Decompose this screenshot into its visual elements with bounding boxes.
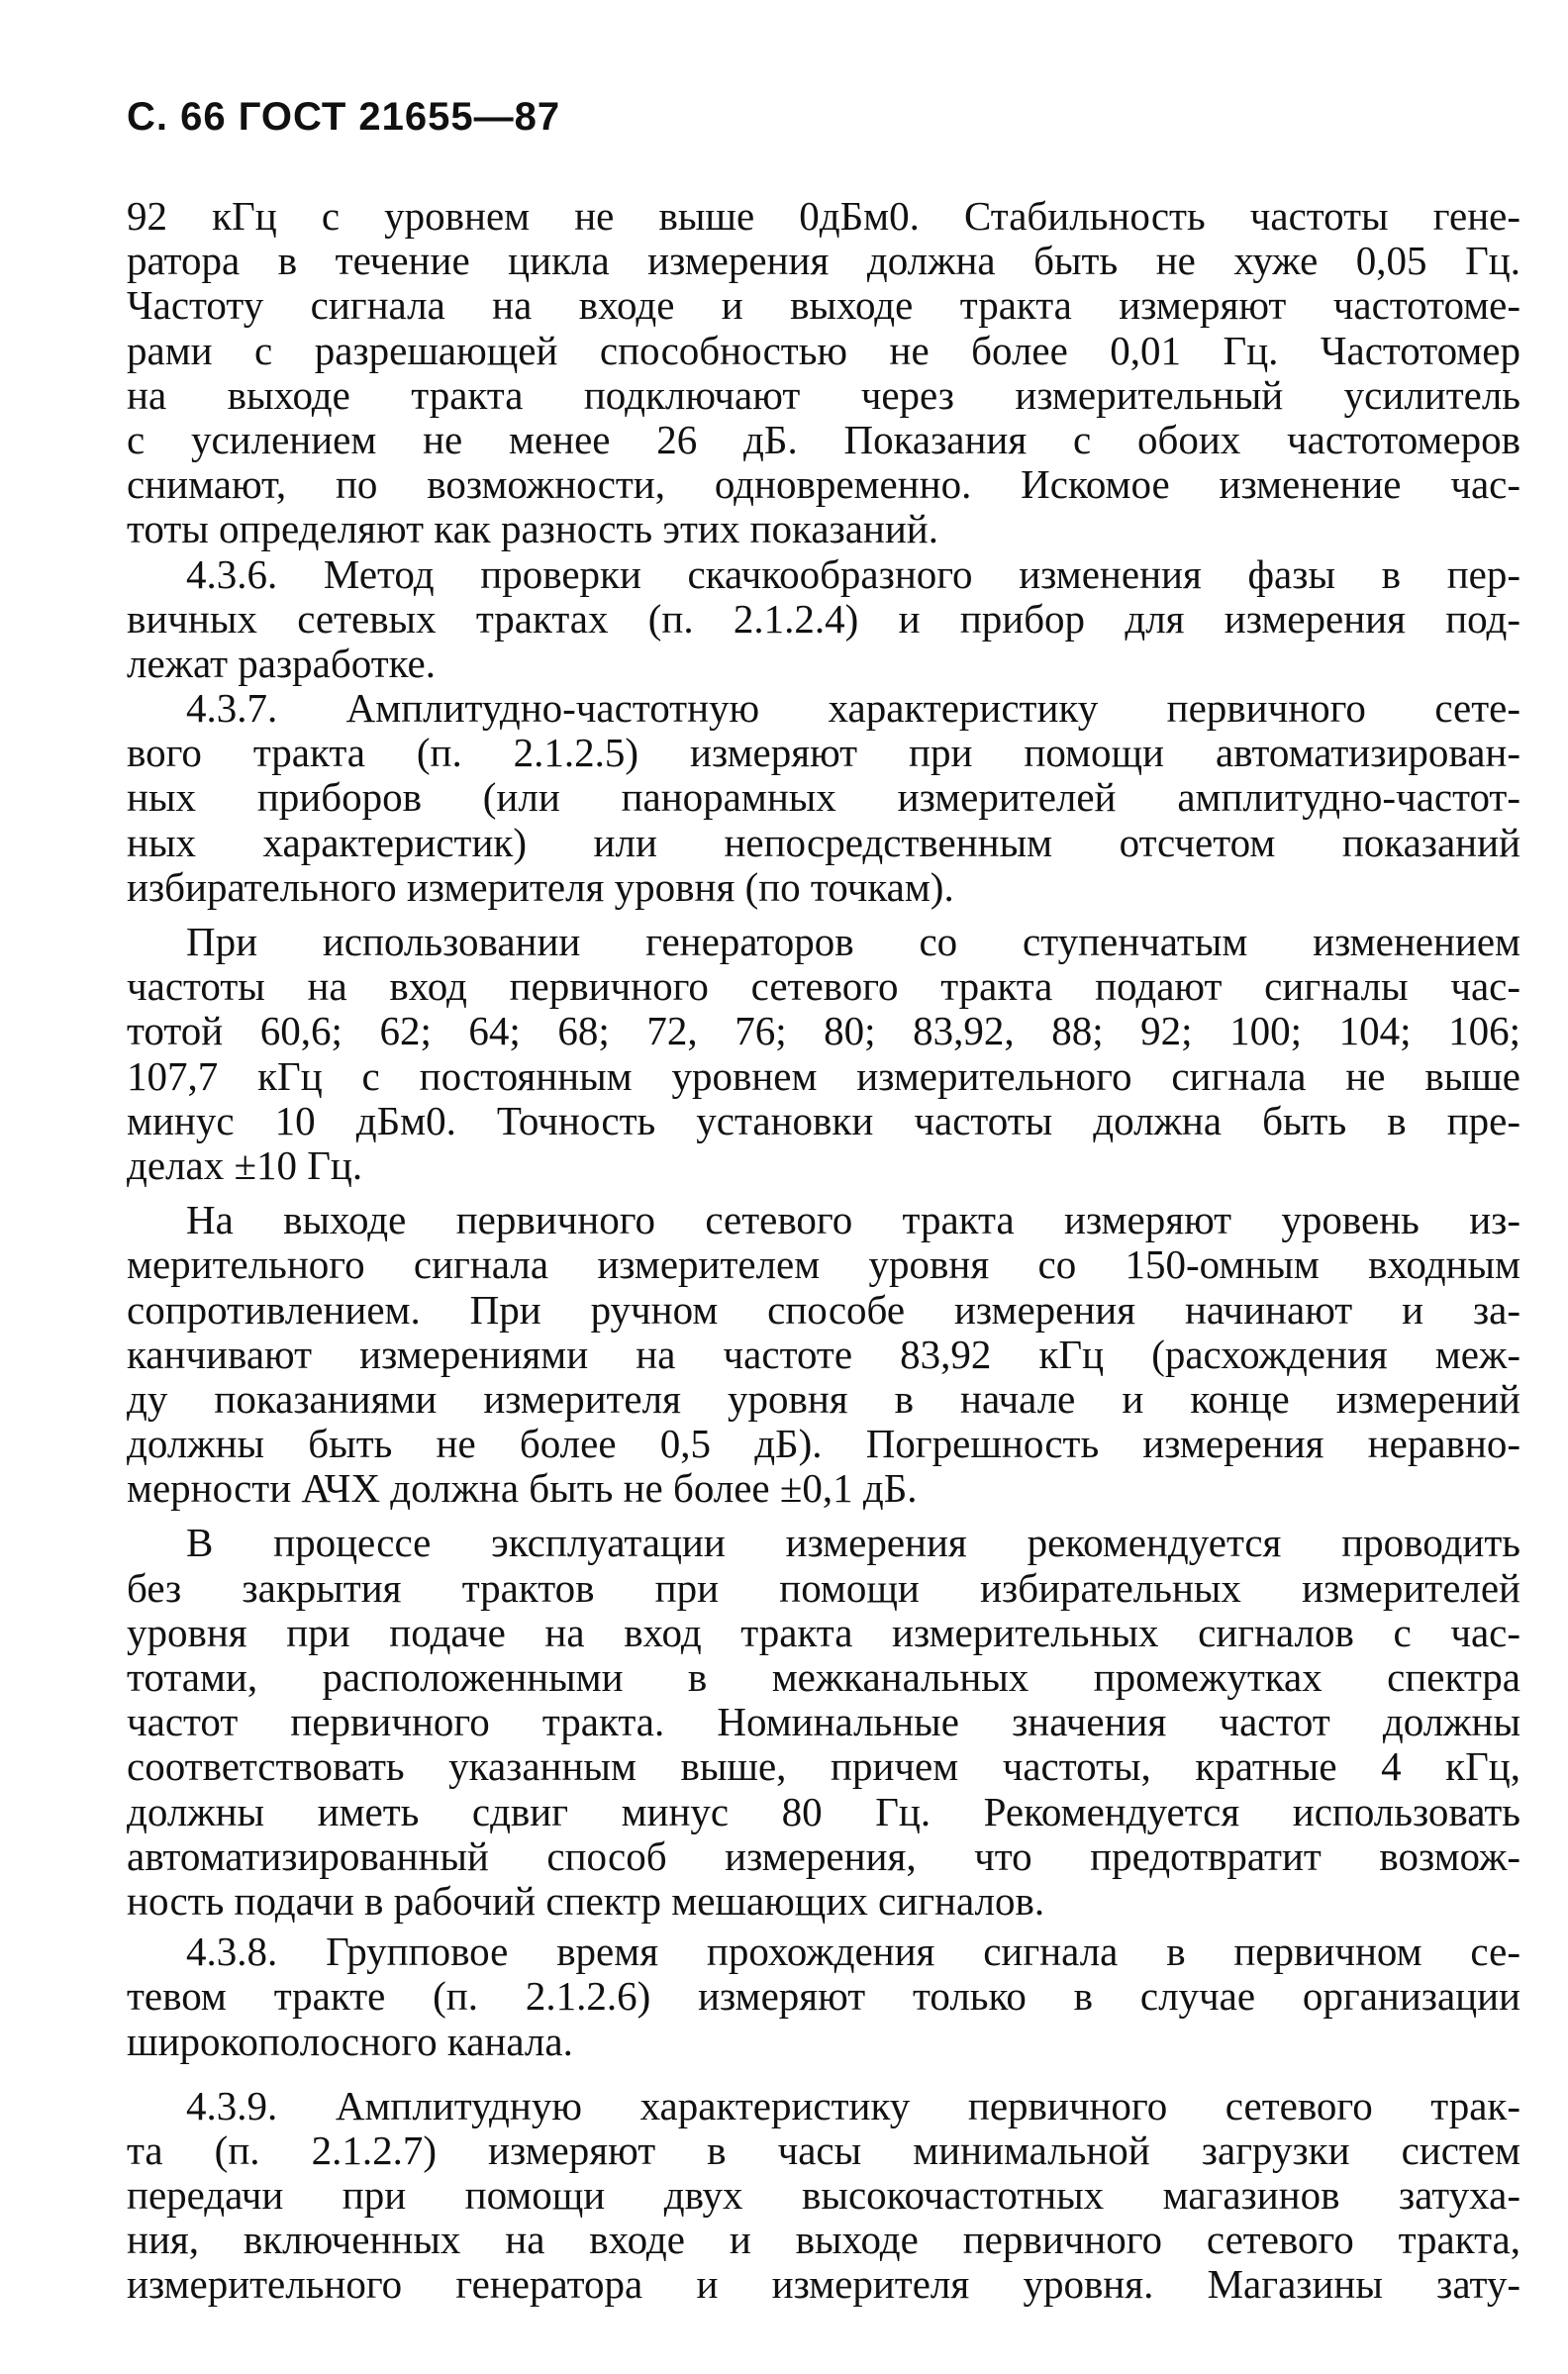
text-line: вичных сетевых трактах (п. 2.1.2.4) и прибор для измерения под-	[127, 596, 1520, 642]
text-line: измерительного генератора и измерителя уровня. Магазины зату-	[127, 2262, 1520, 2308]
text-line: на выходе тракта подключают через измерительный усилитель	[127, 372, 1520, 418]
text-line: минус 10 дБм0. Точность установки частоты должна быть в пре-	[127, 1098, 1520, 1143]
text-line: 4.3.7. Амплитудно-частотную характеристику первичного сете-	[186, 686, 1520, 732]
text-line: В процессе эксплуатации измерения рекомендуется проводить	[186, 1521, 1520, 1566]
text-line: соответствовать указанным выше, причем частоты, кратные 4 кГц,	[127, 1744, 1520, 1790]
text-line: ность подачи в рабочий спектр мешающих сигналов.	[127, 1878, 1045, 1924]
text-line: 4.3.6. Метод проверки скачкообразного изменения фазы в пер-	[186, 551, 1520, 597]
text-line: 107,7 кГц с постоянным уровнем измерительного сигнала не выше	[127, 1053, 1520, 1099]
text-line: частоты на вход первичного сетевого тракта подают сигналы час-	[127, 964, 1520, 1010]
text-line: уровня при подаче на вход тракта измерительных сигналов с час-	[127, 1610, 1520, 1655]
text-line: с усилением не менее 26 дБ. Показания с обоих частотомеров	[127, 417, 1520, 462]
page-header: С. 66 ГОСТ 21655—87	[127, 95, 561, 139]
text-line: должны иметь сдвиг минус 80 Гц. Рекомендуется использовать	[127, 1789, 1520, 1834]
text-line: должны быть не более 0,5 дБ). Погрешность измерения неравно-	[127, 1422, 1520, 1467]
text-line: ратора в течение цикла измерения должна быть не хуже 0,05 Гц.	[127, 239, 1520, 284]
text-line: ния, включенных на входе и выходе первичного сетевого тракта,	[127, 2218, 1520, 2263]
text-line: тотами, расположенными в межканальных промежутках спектра	[127, 1655, 1520, 1700]
text-line: мерности АЧХ должна быть не более ±0,1 дБ.	[127, 1466, 918, 1512]
text-line: передачи при помощи двух высокочастотных магазинов затуха-	[127, 2173, 1520, 2219]
text-line: снимают, по возможности, одновременно. Искомое изменение час-	[127, 462, 1520, 508]
text-line: тоты определяют как разность этих показаний.	[127, 507, 938, 552]
document-body	[127, 194, 1520, 2308]
text-line: 4.3.8. Групповое время прохождения сигнала в первичном се-	[186, 1929, 1520, 1975]
text-line: та (п. 2.1.2.7) измеряют в часы минимальной загрузки систем	[127, 2127, 1520, 2173]
text-line: ных характеристик) или непосредственным отсчетом показаний	[127, 820, 1520, 865]
text-line: избирательного измерителя уровня (по точкам).	[127, 864, 954, 910]
text-line: канчивают измерениями на частоте 83,92 кГц (расхождения меж-	[127, 1332, 1520, 1377]
text-line: рами с разрешающей способностью не более 0,01 Гц. Частотомер	[127, 328, 1520, 373]
text-line: ных приборов (или панорамных измерителей амплитудно-частот-	[127, 775, 1520, 821]
text-line: На выходе первичного сетевого тракта измеряют уровень из-	[186, 1198, 1520, 1243]
text-line: частот первичного тракта. Номинальные значения частот должны	[127, 1700, 1520, 1745]
text-line: вого тракта (п. 2.1.2.5) измеряют при помощи автоматизирован-	[127, 731, 1520, 776]
text-line: 4.3.9. Амплитудную характеристику первичного сетевого трак-	[186, 2083, 1520, 2128]
text-line: тевом тракте (п. 2.1.2.6) измеряют только в случае организации	[127, 1974, 1520, 2020]
text-line: широкополосного канала.	[127, 2019, 573, 2064]
text-line: делах ±10 Гц.	[127, 1142, 363, 1188]
text-line: мерительного сигнала измерителем уровня со 150-омным входным	[127, 1242, 1520, 1288]
text-line: без закрытия трактов при помощи избирательных измерителей	[127, 1565, 1520, 1611]
text-line: тотой 60,6; 62; 64; 68; 72, 76; 80; 83,92, 88; 92; 100; 104; 106;	[127, 1009, 1520, 1054]
text-line: сопротивлением. При ручном способе измерения начинают и за-	[127, 1287, 1520, 1333]
text-line: автоматизированный способ измерения, что предотвратит возмож-	[127, 1833, 1520, 1879]
text-line: ду показаниями измерителя уровня в начале и конце измерений	[127, 1376, 1520, 1422]
text-line: 92 кГц с уровнем не выше 0дБм0. Стабильность частоты гене-	[127, 194, 1520, 239]
text-line: Частоту сигнала на входе и выходе тракта измеряют частотоме-	[127, 283, 1520, 329]
text-line: лежат разработке.	[127, 641, 436, 686]
text-line: При использовании генераторов со ступенчатым изменением	[186, 920, 1520, 964]
